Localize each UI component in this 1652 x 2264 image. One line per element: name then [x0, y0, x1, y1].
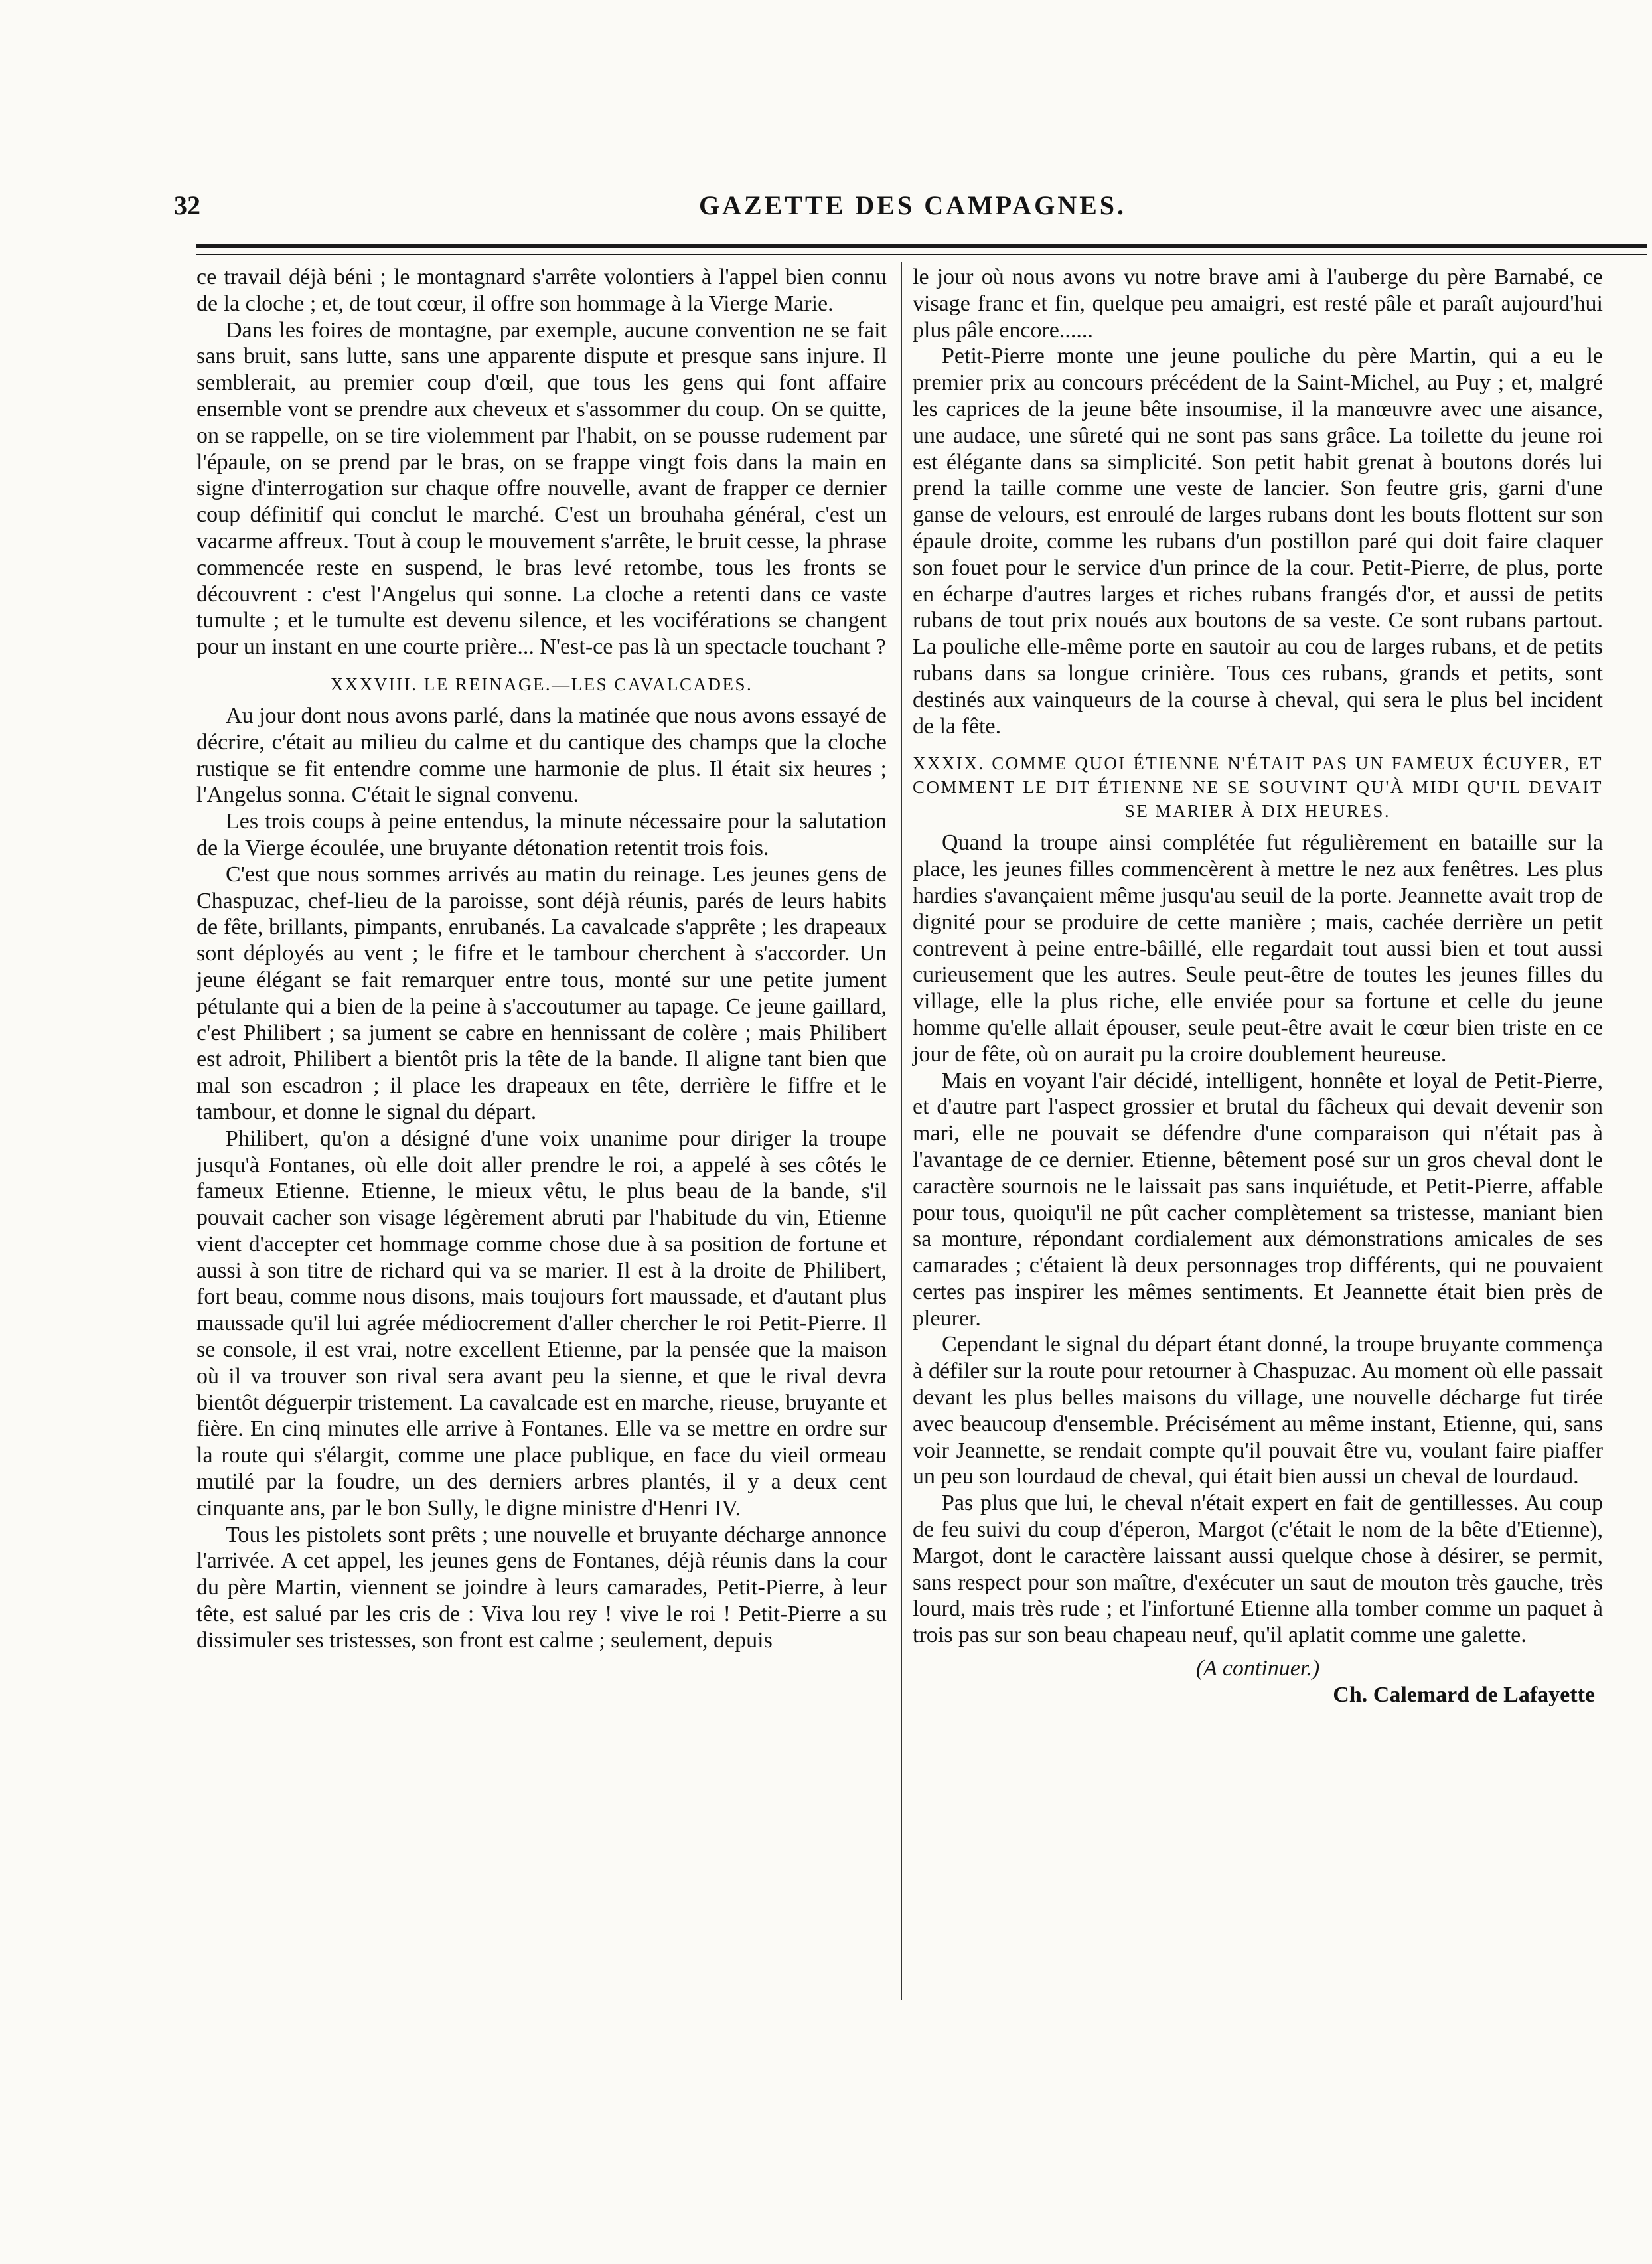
page-header	[174, 190, 1651, 238]
section-heading: XXXIX. COMME QUOI ÉTIENNE N'ÉTAIT PAS UN FAMEUX ÉCUYER, ET COMMENT LE DIT ÉTIENNE NE SE SOUVINT QU'À MIDI QU'IL DEVAIT SE MARIER À DIX HEURES.	[913, 753, 1603, 822]
paragraph: le jour où nous avons vu notre brave ami à l'auberge du père Barnabé, ce visage franc et fin, quelque peu amaigri, est resté pâle et paraît aujourd'hui plus pâle encore......	[913, 265, 1603, 342]
author-signature: Ch. Calemard de Lafayette	[1333, 1683, 1595, 1708]
paragraph: Tous les pistolets sont prêts ; une nouvelle et bruyante décharge annonce l'arrivée. A cet appel, les jeunes gens de Fontanes, déjà réunis dans la cour du père Martin, viennent se joindre à leurs camarades, Petit-Pierre, à leur tête, est salué par les cris de : Viva lou rey ! vive le roi ! Petit-Pierre a su dissimuler ses tristesses, son front est calme ; seulement, depuis	[196, 1522, 887, 1653]
paragraph: Pas plus que lui, le cheval n'était expert en fait de gentillesses. Au coup de feu suivi du coup d'éperon, Margot (c'était le nom de la bête d'Etienne), Margot, dont le caractère laissant aussi quelque chose à désirer, se permit, sans respect pour son maître, d'exécuter un saut de mouton très gauche, très lourd, mais très rude ; et l'infortuné Etienne alla tomber comme un paquet à trois pas sur son beau chapeau neuf, qu'il aplatit comme une galette.	[913, 1491, 1603, 1648]
left-column	[196, 264, 887, 1654]
paragraph: Petit-Pierre monte une jeune pouliche du père Martin, qui a eu le premier prix au concours précédent de la Saint-Michel, au Puy ; et, malgré les caprices de la jeune bête insoumise, il la manœuvre avec une aisance, une audace, une sûreté qui ne sont pas sans grâce. La toilette du jeune roi est élégante dans sa simplicité. Son petit habit grenat à boutons dorés lui prend la taille comme une veste de lancier. Son feutre gris, garni d'une ganse de velours, est enroulé de larges rubans dont les bouts flottent sur son épaule droite, comme les rubans d'un postillon paré qui doit faire claquer son fouet pour le service d'un prince de la cour. Petit-Pierre, de plus, porte en écharpe d'autres larges et riches rubans frangés d'or, et aussi de petits rubans de tout prix noués aux boutons de sa veste. Ce sont rubans partout. La pouliche elle-même porte en sautoir au cou de larges rubans, et de petits rubans dans sa longue crinière. Tous ces rubans, grands et petits, sont destinés aux vainqueurs de la course à cheval, qui sera le plus bel incident de la fête.	[913, 344, 1603, 739]
page-number: 32	[174, 190, 200, 220]
column-divider	[901, 262, 902, 2000]
to-be-continued: (A continuer.)	[1195, 1656, 1320, 1681]
paragraph: Philibert, qu'on a désigné d'une voix unanime pour diriger la troupe jusqu'à Fontanes, où elle doit aller prendre le roi, a appelé à ses côtés le fameux Etienne. Etienne, le mieux vêtu, le plus beau de la bande, s'il pouvait cacher son visage légèrement abruti par l'habitude du vin, Etienne vient d'accepter cet hommage comme chose due à sa position de fortune et aussi à son titre de richard qui va se marier. Il est à la droite de Philibert, fort beau, comme nous disons, mais toujours fort maussade, et d'autant plus maussade qu'il lui agrée médiocrement d'aller chercher le roi Petit-Pierre. Il se console, il est vrai, notre excellent Etienne, par la pensée que la maison où il va trouver son rival sera avant peu la sienne, et que le rival devra bientôt déguerpir tristement. La cavalcade est en marche, rieuse, bruyante et fière. En cinq minutes elle arrive à Fontanes. Elle va se mettre en ordre sur la route qui s'élargit, comme une place publique, en face du vieil ormeau mutilé par la foudre, un des derniers arbres plantés, il y a deux cent cinquante ans, par le bon Sully, le digne ministre d'Henri IV.	[196, 1126, 887, 1521]
section-heading: XXXVIII. LE REINAGE.—LES CAVALCADES.	[330, 674, 753, 694]
paragraph: Cependant le signal du départ étant donné, la troupe bruyante commença à défiler sur la route pour retourner à Chaspuzac. Au moment où elle passait devant les plus belles maisons du village, une nouvelle décharge fut tirée avec beaucoup d'ensemble. Précisément au même instant, Etienne, qui, sans voir Jeannette, se rendait compte qu'il pouvait être vu, voulant faire piaffer un peu son lourdaud de cheval, qui était bien aussi un cheval de lourdaud.	[913, 1332, 1603, 1489]
header-rule-thick	[196, 244, 1647, 248]
paragraph: ce travail déjà béni ; le montagnard s'arrête volontiers à l'appel bien connu de la cloche ; et, de tout cœur, il offre son hommage à la Vierge Marie.	[196, 265, 887, 316]
running-title: GAZETTE DES CAMPAGNES.	[698, 190, 1126, 220]
header-rule-thin	[196, 254, 1647, 255]
right-column	[913, 264, 1603, 1708]
paragraph: C'est que nous sommes arrivés au matin du reinage. Les jeunes gens de Chaspuzac, chef-lieu de la paroisse, sont déjà réunis, parés de leurs habits de fête, brillants, pimpants, enrubanés. La cavalcade s'apprête ; les drapeaux sont déployés au vent ; le fifre et le tambour cherchent à s'accorder. Un jeune élégant se fait remarquer entre tous, monté sur une petite jument pétulante qui a bien de la peine à s'accoutumer au tapage. Ce jeune gaillard, c'est Philibert ; sa jument se cabre en hennissant de colère ; mais Philibert est adroit, Philibert a bientôt pris la tête de la bande. Il aligne tant bien que mal son escadron ; il place les drapeaux en tête, derrière le fiffre et le tambour, et donne le signal du départ.	[196, 862, 887, 1124]
paragraph: Dans les foires de montagne, par exemple, aucune convention ne se fait sans bruit, sans lutte, sans une apparente dispute et presque sans injure. Il semblerait, au premier coup d'œil, que tous les gens qui font affaire ensemble vont se prendre aux cheveux et s'assommer du coup. On se quitte, on se rappelle, on se tire violemment par l'habit, on se pousse rudement par l'épaule, on se prend par le bras, on se frappe vingt fois dans la main en signe d'interrogation sur chaque offre nouvelle, avant de frapper ce dernier coup définitif qui conclut le marché. C'est un brouhaha général, c'est un vacarme affreux. Tout à coup le mouvement s'arrête, le bruit cesse, la phrase commencée reste en suspend, le bras levé retombe, tous les fronts se découvrent : c'est l'Angelus qui sonne. La cloche a retenti dans ce vaste tumulte ; et le tumulte est devenu silence, et les vociférations se changent pour un instant en une courte prière... N'est-ce pas là un spectacle touchant ?	[196, 317, 887, 660]
paragraph: Les trois coups à peine entendus, la minute nécessaire pour la salutation de la Vierge écoulée, une bruyante détonation retentit trois fois.	[196, 809, 887, 860]
paragraph: Mais en voyant l'air décidé, intelligent, honnête et loyal de Petit-Pierre, et d'autre part l'aspect grossier et brutal du fâcheux qui devait devenir son mari, elle ne pouvait se défendre d'une comparaison qui n'était pas à l'avantage de ce dernier. Etienne, bêtement posé sur un gros cheval dont le caractère sournois ne le laissait pas sans inquiétude, et Petit-Pierre, affable pour tous, quoiqu'il ne pût cacher complètement sa tristesse, maniant bien sa monture, répondant cordialement aux démonstrations amicales de ses camarades ; c'étaient là deux personnages trop différents, qui ne pouvaient certes pas inspirer les mêmes sentiments. Et Jeannette était bien près de pleurer.	[913, 1068, 1603, 1331]
paragraph: Au jour dont nous avons parlé, dans la matinée que nous avons essayé de décrire, c'était au milieu du calme et du cantique des champs que la cloche rustique se fit entendre comme une harmonie de plus. Il était six heures ; l'Angelus sonna. C'était le signal convenu.	[196, 703, 887, 808]
paragraph: Quand la troupe ainsi complétée fut régulièrement en bataille sur la place, les jeunes filles commencèrent à mettre le nez aux fenêtres. Les plus hardies s'avançaient même jusqu'au seuil de la porte. Jeannette avait trop de dignité pour se produire de cette manière ; mais, cachée derrière un petit contrevent à peine entre-bâillé, elle regardait tout aussi bien et tout aussi curieusement que les autres. Seule peut-être de toutes les jeunes filles du village, elle la plus riche, elle enviée pour sa fortune et celle du jeune homme qu'elle allait épouser, seule peut-être avait le cœur bien triste en ce jour de fête, où on aurait pu la croire doublement heureuse.	[913, 830, 1603, 1067]
